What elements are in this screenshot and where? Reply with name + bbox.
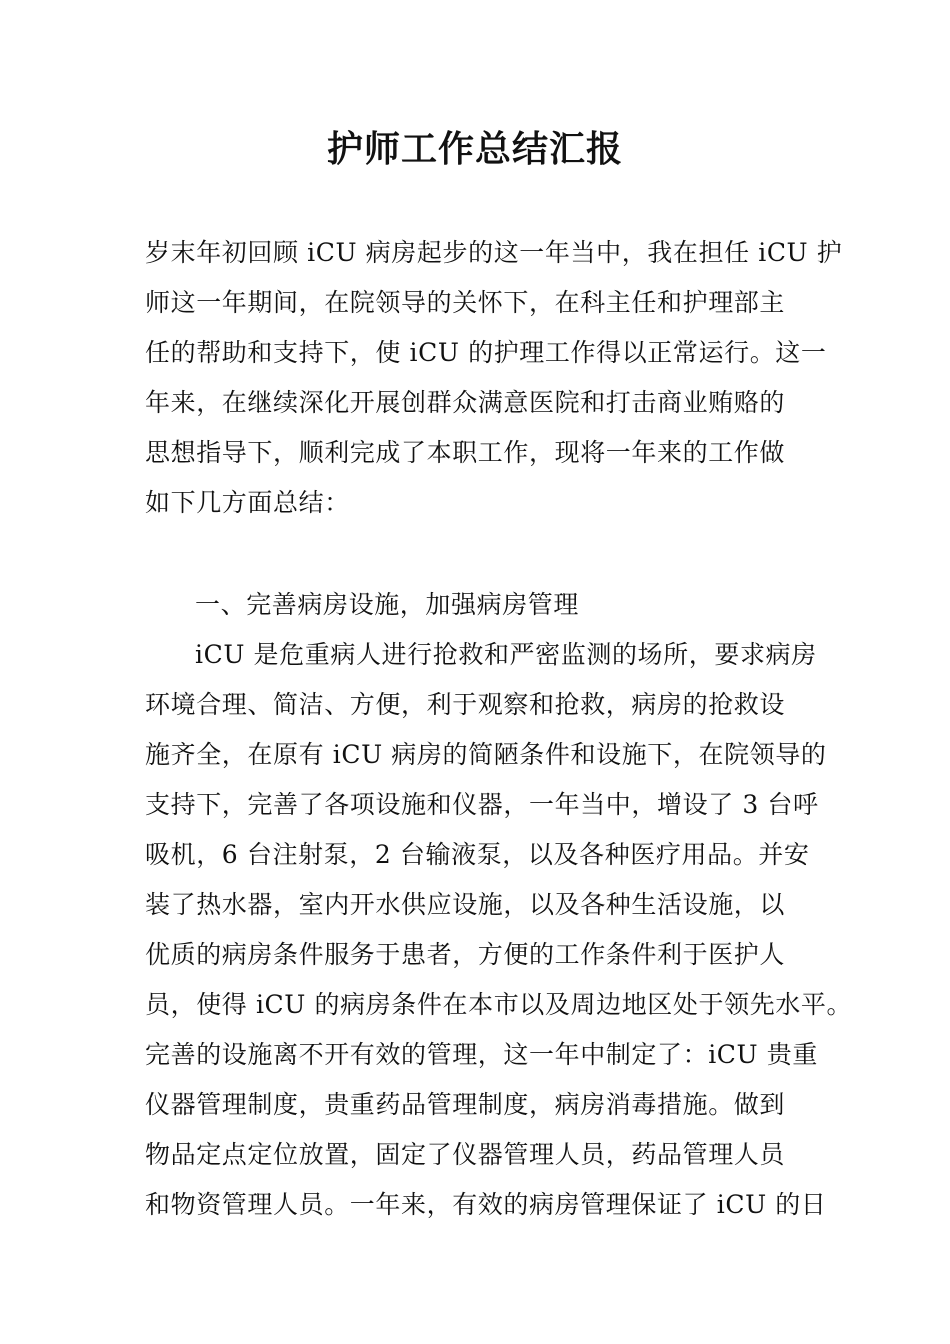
text-line: 仪器管理制度，贵重药品管理制度，病房消毒措施。做到 [145,1090,786,1119]
text-line: 任的帮助和支持下，使 iCU 的护理工作得以正常运行。这一 [145,338,827,367]
intro-paragraph [145,228,845,528]
section-heading: 一、完善病房设施，加强病房管理 [195,590,580,619]
text-line: 环境合理、简洁、方便，利于观察和抢救，病房的抢救设 [145,690,786,719]
text-line: 支持下，完善了各项设施和仪器，一年当中，增设了 3 台呼 [145,790,819,819]
text-line: 思想指导下，顺利完成了本职工作，现将一年来的工作做 [145,438,786,467]
text-line: 员，使得 iCU 的病房条件在本市以及周边地区处于领先水平。 [145,990,853,1019]
text-line: 完善的设施离不开有效的管理，这一年中制定了：iCU 贵重 [145,1040,818,1069]
text-line: 吸机，6 台注射泵，2 台输液泵，以及各种医疗用品。并安 [145,840,810,869]
text-line: 装了热水器，室内开水供应设施，以及各种生活设施，以 [145,890,786,919]
text-line: 施齐全，在原有 iCU 病房的简陋条件和设施下，在院领导的 [145,740,827,769]
text-line: 师这一年期间，在院领导的关怀下，在科主任和护理部主 [145,288,786,317]
text-line: 如下几方面总结： [145,488,350,517]
text-line: iCU 是危重病人进行抢救和严密监测的场所，要求病房 [195,640,817,669]
document-body [145,228,853,1230]
text-line: 岁末年初回顾 iCU 病房起步的这一年当中，我在担任 iCU 护 [145,238,843,267]
section-paragraph [145,630,853,1230]
document-title: 护师工作总结汇报 [326,129,623,170]
text-line: 物品定点定位放置，固定了仪器管理人员，药品管理人员 [145,1140,786,1169]
paragraph-gap [145,528,845,580]
text-line: 优质的病房条件服务于患者，方便的工作条件利于医护人 [145,940,786,969]
text-line: 和物资管理人员。一年来，有效的病房管理保证了 iCU 的日 [145,1190,827,1219]
text-line: 年来，在继续深化开展创群众满意医院和打击商业贿赂的 [145,388,786,417]
